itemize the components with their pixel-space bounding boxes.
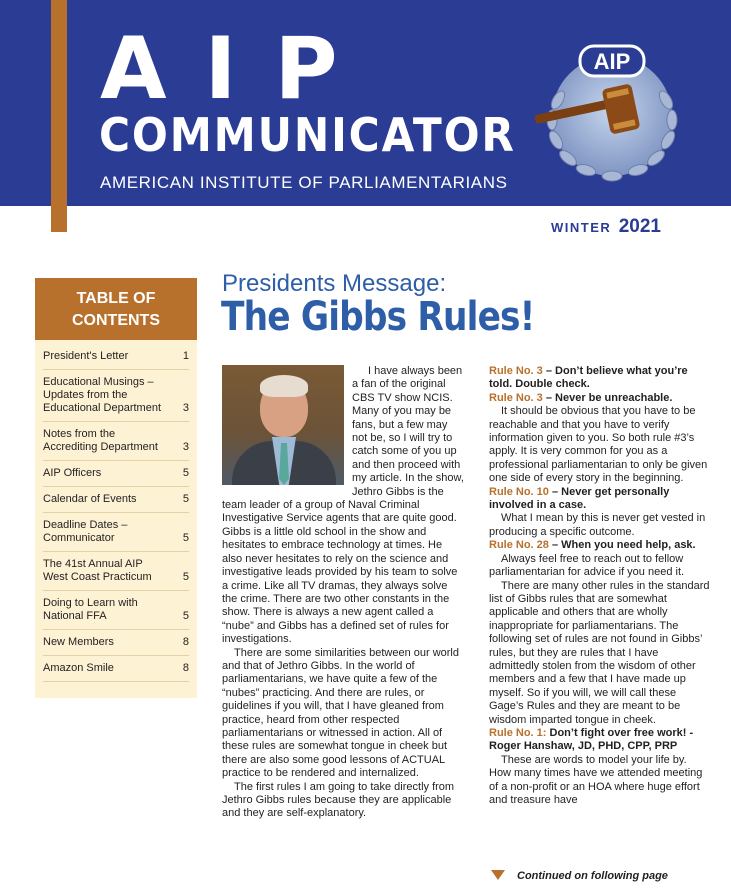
president-photo [222,365,344,485]
toc-item[interactable]: New Members 8 [43,636,189,656]
paragraph: What I mean by this is never get vested in producing a specific outcome. [489,512,706,538]
paragraph: Always feel free to reach out to fellow parliamentarian for advice if you need it. [489,552,685,579]
table-of-contents [35,278,197,698]
toc-item[interactable]: The 41st Annual AIP West Coast Practicum 5 [43,558,189,591]
toc-item[interactable]: Doing to Learn with National FFA 5 [43,597,189,630]
toc-list [35,340,197,682]
paragraph: I have always been a fan of the original CBS TV show NCIS. Many of you may be fans, but a few may not be, so I will try to catch some of you up and then proceed with my article. In the show, Jethro Gibbs is the team leader of a group of Naval Criminal Investigative Service agents that are quite good. Gibbs is a little old school in the show and hesitates to embrace technology at times. He also never hesitates to rely on the science and investigative leads provided by his team to solve a crime. Like all TV dramas, they always solve the crime. There are two other constants in the show. There is always a new agent called a “nube” and Gibbs has a defined set of rules for investigations. [222,365,464,646]
toc-item[interactable]: Educational Musings – Updates from the Educational Department 3 [43,376,189,422]
article-kicker: Presidents Message: [222,270,447,297]
aip-gavel-logo [528,30,696,198]
organization-name: AMERICAN INSTITUTE OF PARLIAMENTARIANS [100,173,508,192]
logo-text: AIP [593,49,631,74]
issue-season: WINTER [550,220,612,235]
masthead-banner [0,0,731,206]
toc-item[interactable]: Calendar of Events 5 [43,493,189,513]
toc-heading: TABLE OF CONTENTS [35,278,197,340]
article-column-1 [222,365,464,821]
paragraph: These are words to model your life by. How many times have we attended meeting of a non-profit or an HOA where huge effort and treasure have [489,753,703,806]
rule-heading: Rule No. 3 – Never be unreachable. [489,391,673,404]
rule-heading: Rule No. 28 – When you need help, ask. [489,539,696,552]
continued-note: Continued on following page [491,870,668,882]
masthead-title-aip: AIP [100,19,376,119]
toc-item[interactable]: AIP Officers 5 [43,467,189,487]
rule-heading: Rule No. 10 – Never get personally involved in a case. [489,485,670,512]
article-column-2 [489,365,711,807]
issue-date [551,216,661,238]
masthead-title-communicator: COMMUNICATOR [99,108,516,162]
toc-item[interactable]: Amazon Smile 8 [43,662,189,682]
arrow-down-icon [491,870,505,880]
toc-item[interactable]: President's Letter 1 [43,350,189,370]
paragraph: There are some similarities between our world and that of Jethro Gibbs. In the world of parliamentarians, we have quite a few of the “nubes” practicing. And there are rules, or guidelines if you will, that I have gleaned from practice, heard from other respected parliamentarians or witnessed in action. All of these rules are somewhat tongue in cheek but there are also some good lessons of ACTUAL practice to be rendered and internalized. [222,646,459,780]
rule-heading: Rule No. 1: Don’t fight over free work! -Roger Hanshaw, JD, PHD, CPP, PRP [489,726,694,753]
toc-item[interactable]: Notes from the Accrediting Department 3 [43,428,189,461]
paragraph: The first rules I am going to take directly from Jethro Gibbs rules because they are applicable and they are self-explanatory. [222,780,455,820]
paragraph: It should be obvious that you have to be reachable and that you have to verify information given to you. So both rule #3’s apply. It is very common for you as a professional parliamentarian to only be given one side of every story in the beginning. [489,405,708,485]
rule-heading: Rule No. 3 – Don’t believe what you’re told. Double check. [489,365,688,391]
toc-item[interactable]: Deadline Dates – Communicator 5 [43,519,189,552]
issue-year: 2021 [618,216,661,237]
paragraph: There are many other rules in the standard list of Gibbs rules that are somewhat applicable and others that are wholly inappropriate for parliamentarians. The following set of rules are not found in Gibbs’ rules, but they are rules that I have admittedly stolen from the wisdom of other members and a few that I have made up myself. So if you will, we will call these Gage’s Rules and they are meant to be wisdom imparted tongue in cheek. [489,579,710,726]
article-headline: The Gibbs Rules! [221,294,535,340]
accent-bar [51,0,67,232]
